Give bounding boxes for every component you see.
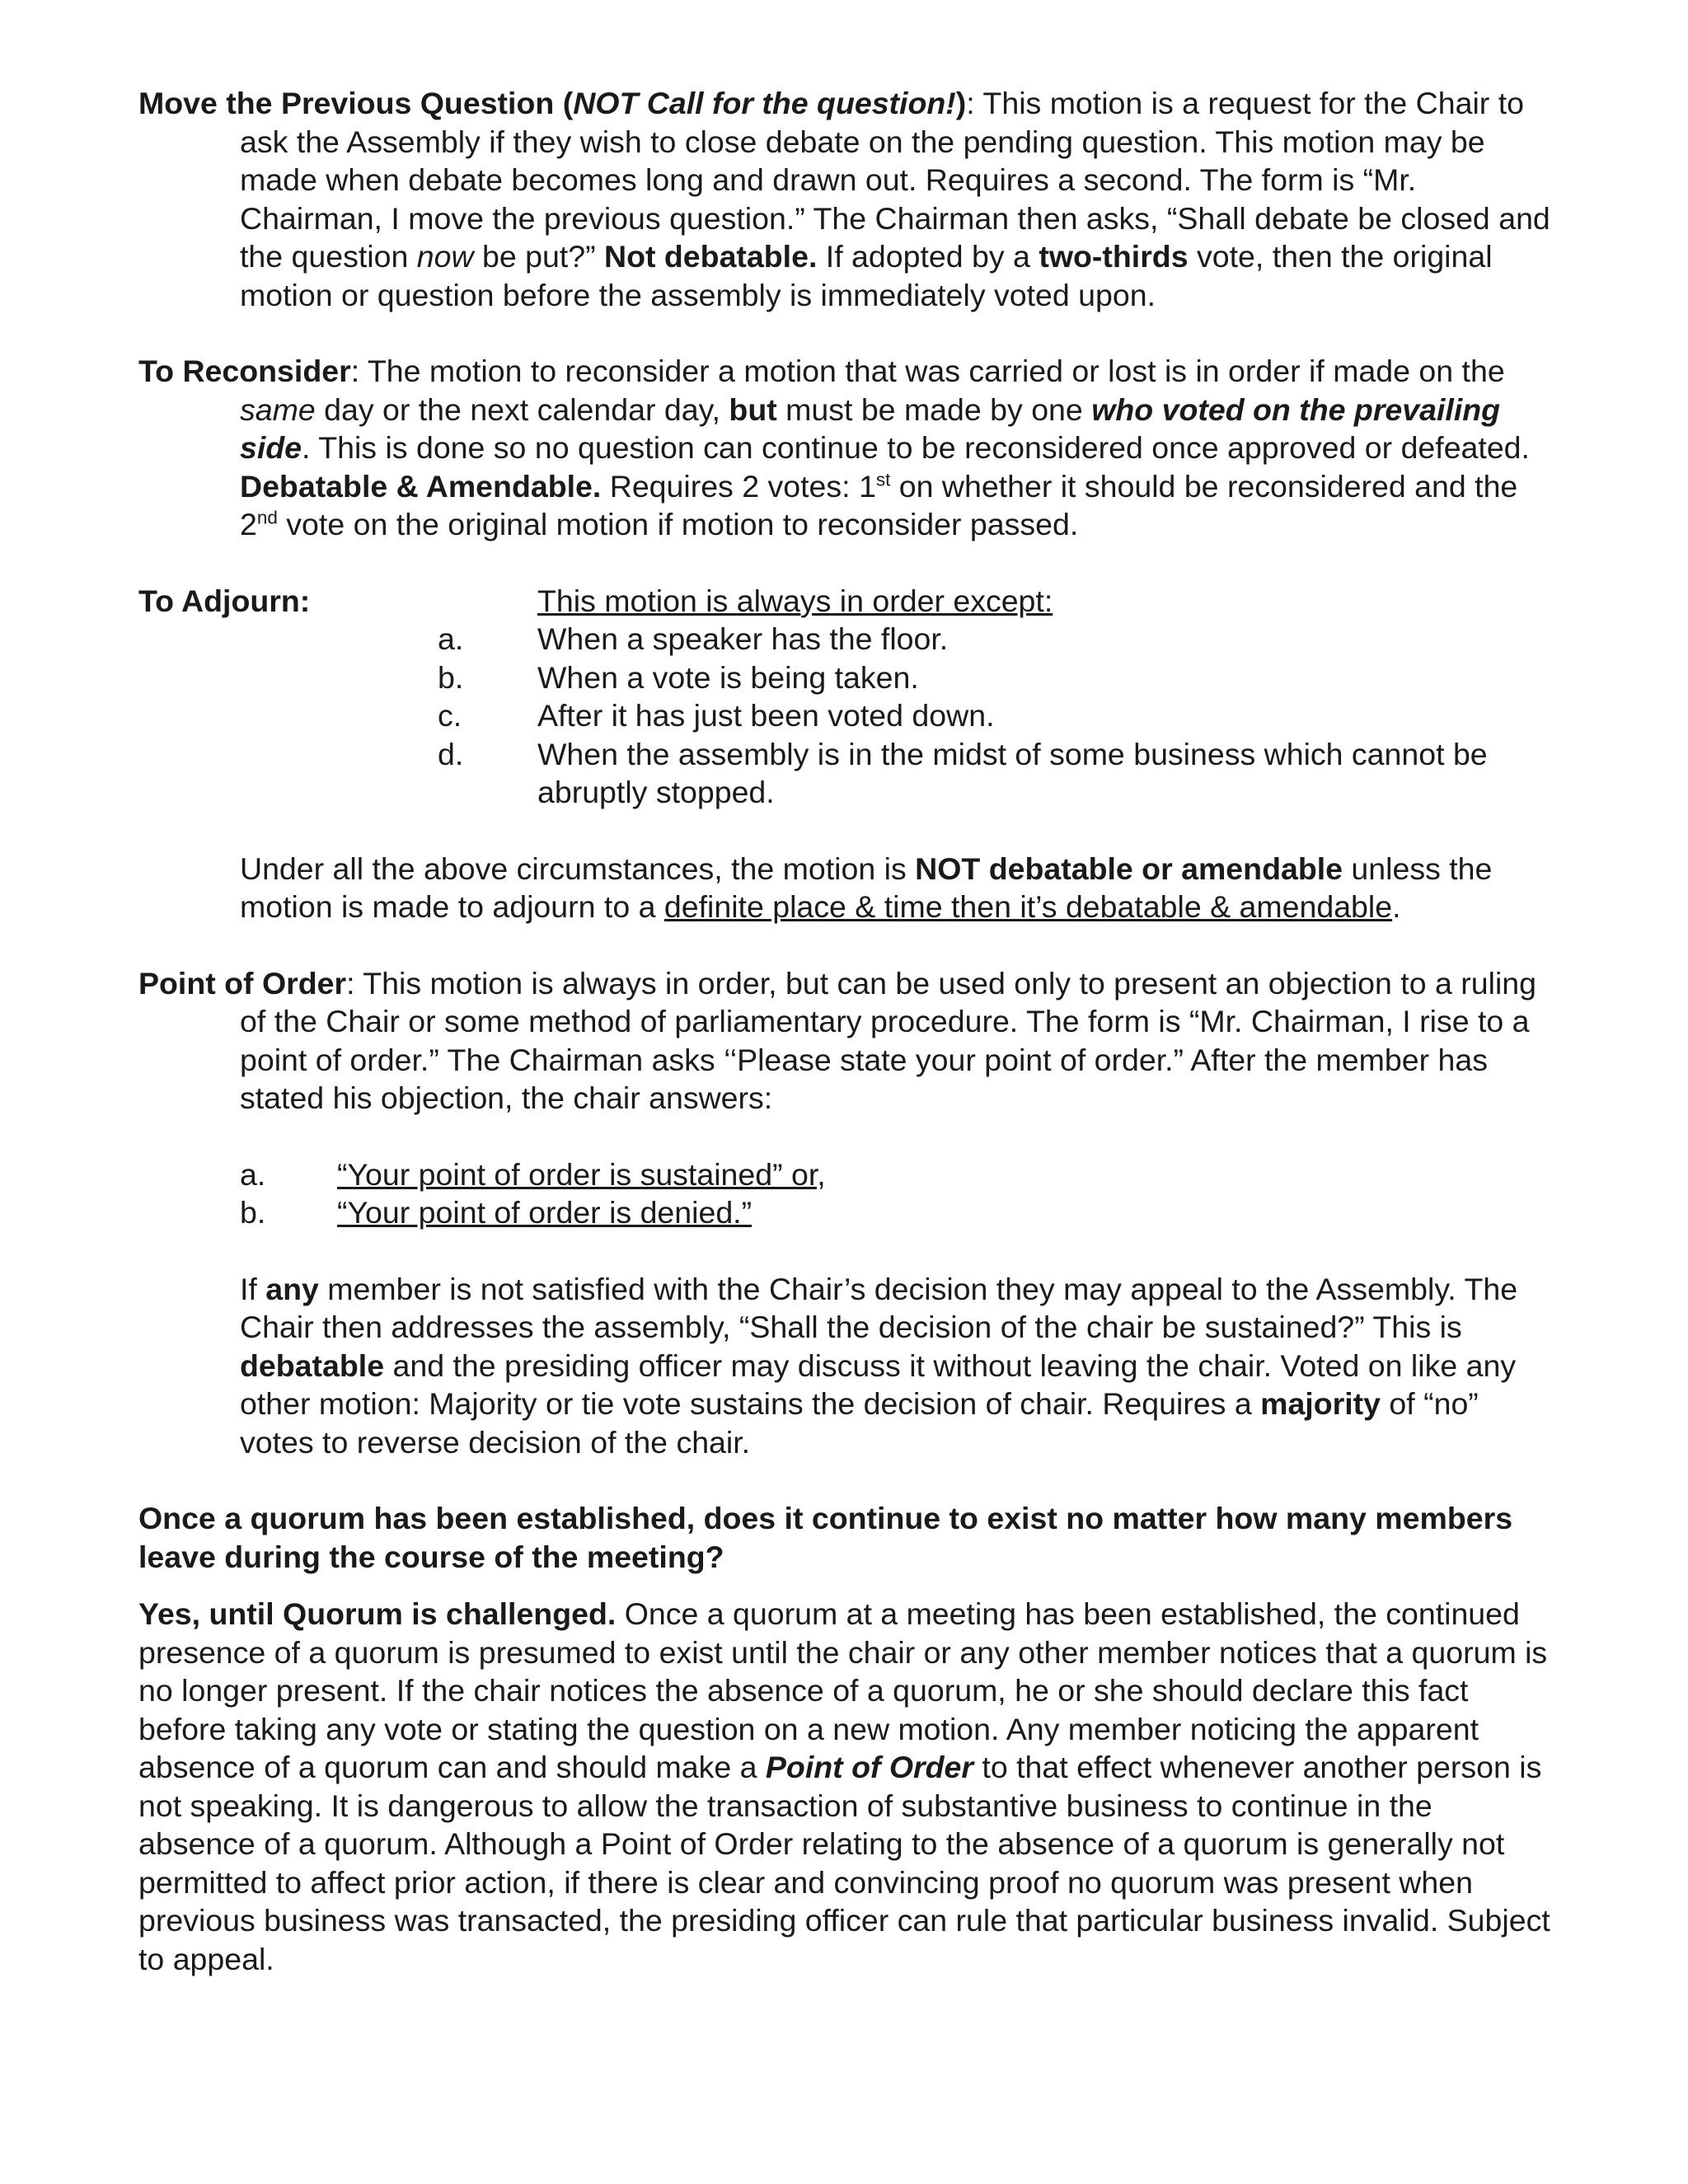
point-of-order-heading: Point of Order	[138, 965, 347, 1001]
point-of-order-paragraph: Point of Order: This motion is always in order, but can be used only to present an objection to a ruling of the Chair or some method of parliamentary procedure. The form is “Mr. Chairman, I rise to a point of order.” The Chairman asks ‘‘Please state your point of order.” After the member has stated his objection, the chair answers:	[138, 965, 1536, 1115]
list-item: b. When a vote is being taken.	[438, 659, 919, 695]
list-item: b. “Your point of order is denied.”	[240, 1195, 753, 1230]
list-item: a. When a speaker has the floor.	[438, 621, 949, 656]
adjourn-intro: This motion is always in order except:	[537, 583, 1053, 618]
quorum-question: Once a quorum has been established, does it continue to exist no matter how many members leave during the course of the meeting?	[138, 1501, 1513, 1574]
reconsider-heading: To Reconsider	[138, 354, 351, 388]
list-item: c. After it has just been voted down.	[438, 698, 995, 733]
adjourn-heading: To Adjourn:	[138, 583, 311, 618]
adjourn-note: Under all the above circumstances, the motion is NOT debatable or amendable unless the motion is made to adjourn to a definite place & time then it’s debatable & amendable.	[240, 851, 1493, 924]
adjourn-section	[138, 582, 1556, 812]
quorum-answer: Yes, until Quorum is challenged. Once a quorum at a meeting has been established, the continued presence of a quorum is presumed to exist until the chair or any other member notices that a quorum is no longer present. If the chair notices the absence of a quorum, he or she should declare this fact before taking any vote or stating the question on a new motion. Any member noticing the apparent absence of a quorum can and should make a Point of Order to that effect whenever another person is not speaking. It is dangerous to allow the transaction of substantive business to continue in the absence of a quorum. Although a Point of Order relating to the absence of a quorum is generally not permitted to affect prior action, if there is clear and convincing proof no quorum was present when previous business was transacted, the presiding officer can rule that particular business invalid. Subject to appeal.	[138, 1596, 1550, 1976]
document-page	[138, 84, 1556, 1978]
previous-question-paragraph: Move the Previous Question (NOT Call for the question!): This motion is a request for the Chair to ask the Assembly if they wish to close debate on the pending question. This motion may be made when debate becomes long and drawn out. Requires a second. The form is “Mr. Chairman, I move the previous question.” The Chairman then asks, “Shall debate be closed and the question now be put?” Not debatable. If adopted by a two-thirds vote, then the original motion or question before the assembly is immediately voted upon.	[138, 86, 1550, 312]
list-item: a. “Your point of order is sustained” or,	[240, 1156, 826, 1192]
appeal-paragraph: If any member is not satisfied with the Chair’s decision they may appeal to the Assembly. The Chair then addresses the assembly, “Shall the decision of the chair be sustained?” This is debatable and the presiding officer may discuss it without leaving the chair. Voted on like any other motion: Majority or tie vote sustains the decision of chair. Requires a majority of “no” votes to reverse decision of the chair.	[240, 1271, 1518, 1460]
previous-question-heading: Move the Previous Question (NOT Call for the question!)	[138, 86, 967, 120]
reconsider-paragraph: To Reconsider: The motion to reconsider a motion that was carried or lost is in order if made on the same day or the next calendar day, but must be made by one who voted on the prevailing side. This is done so no question can continue to be reconsidered once approved or defeated. Debatable & Amendable. Requires 2 votes: 1st on whether it should be reconsidered and the 2nd vote on the original motion if motion to reconsider passed.	[138, 354, 1530, 541]
list-item: d. When the assembly is in the midst of some business which cannot be abruptly stopped.	[438, 736, 1488, 809]
